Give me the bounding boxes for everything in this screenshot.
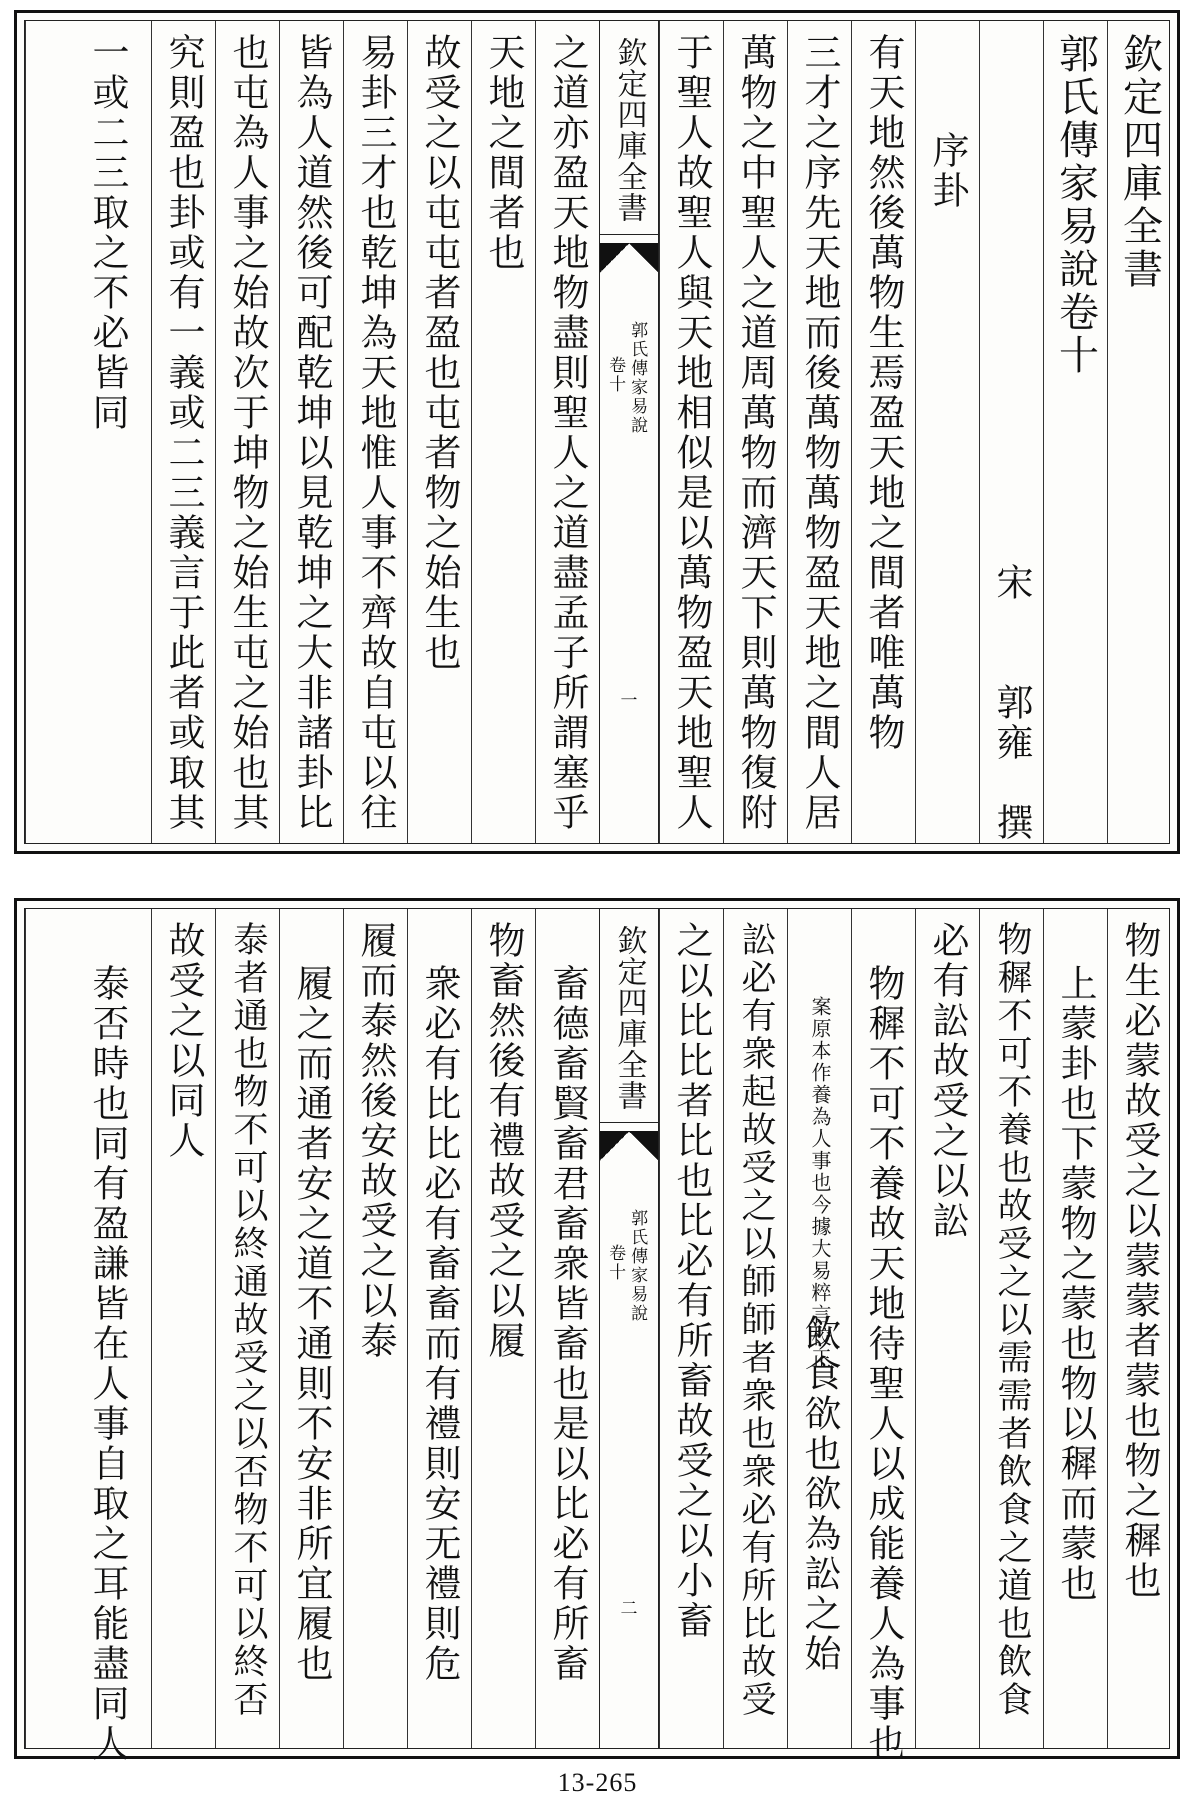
bottom-page-frame [24, 908, 1170, 1764]
top-col-text: 究則盈也卦或有一義或二三義言于此者或取其 [162, 33, 205, 833]
page-number: 13-265 [557, 1768, 638, 1797]
fishtail-mark [600, 243, 658, 273]
top-col-text: 之道亦盈天地物盡則聖人之道盡孟子所謂塞乎 [546, 33, 589, 833]
bottom-col-10 [471, 909, 535, 1748]
top-col-text: 郭氏傳家易說卷十 [1052, 33, 1099, 377]
bottom-col-5 [851, 909, 915, 1764]
top-col-7 [723, 21, 787, 843]
bottom-gutter-book: 郭氏傳家易說 [627, 1209, 648, 1323]
bottom-col-text: 必有訟故受之以訟 [926, 921, 969, 1241]
top-gutter-page: 一 [620, 691, 638, 711]
bottom-gutter [599, 909, 659, 1748]
bottom-gutter-title: 欽定四庫全書 [600, 913, 658, 1123]
top-page-frame [24, 20, 1170, 844]
bottom-col-13 [279, 909, 343, 1748]
top-col-text: 序卦 [926, 131, 969, 211]
top-col-5 [851, 21, 915, 843]
bottom-col-text: 畜德畜賢畜君畜衆皆畜也是以比必有所畜 [546, 964, 589, 1684]
top-col-text: 欽定四庫全書 [1116, 33, 1163, 291]
bottom-col-3 [979, 909, 1043, 1748]
bottom-col-text: 故受之以同人 [162, 921, 205, 1161]
bottom-col-11 [407, 909, 471, 1748]
top-col-8 [659, 21, 723, 843]
top-col-text: 皆為人道然後可配乾坤以見乾坤之大非諸卦比 [290, 33, 333, 833]
top-col-3 [979, 21, 1043, 843]
fishtail-mark [600, 1131, 658, 1161]
bottom-col-text: 物穉不可不養也故受之以需需者飲食之道也飲食 [992, 921, 1032, 1719]
top-gutter-volume: 卷十 [605, 356, 626, 394]
bottom-col-text: 物穉不可不養故天地待聖人以成能養人為事也 [862, 964, 905, 1764]
top-gutter [599, 21, 659, 843]
bottom-col-14 [215, 909, 279, 1748]
bottom-col-text: 履而泰然後安故受之以泰 [354, 921, 397, 1361]
bottom-col-15 [151, 909, 215, 1748]
bottom-col-6 [787, 909, 851, 1748]
bottom-col-1 [1107, 909, 1171, 1748]
top-col-4 [915, 21, 979, 843]
top-gutter-title: 欽定四庫全書 [600, 25, 658, 235]
top-col-text: 易卦三才也乾坤為天地惟人事不齊故自屯以往 [354, 33, 397, 833]
top-col-text: 三才之序先天地而後萬物萬物盈天地之間人居 [798, 33, 841, 833]
bottom-col-text: 訟必有衆起故受之以師師者衆也衆必有所比故受 [736, 921, 776, 1719]
top-col-14 [215, 21, 279, 843]
bottom-col-2 [1043, 909, 1107, 1748]
top-col-10 [471, 21, 535, 843]
top-col-text: 宋 郭雍 撰 [990, 563, 1033, 843]
top-col-text: 天地之間者也 [482, 33, 525, 273]
top-col-text: 于聖人故聖人與天地相似是以萬物盈天地聖人 [670, 33, 713, 833]
bottom-col-16 [25, 909, 151, 1764]
top-col-text: 故受之以屯屯者盈也屯者物之始生也 [418, 33, 461, 673]
bottom-col-8 [659, 909, 723, 1748]
top-col-text: 萬物之中聖人之道周萬物而濟天下則萬物復附 [734, 33, 777, 833]
top-col-12 [343, 21, 407, 843]
top-col-text: 有天地然後萬物生焉盈天地之間者唯萬物 [862, 33, 905, 753]
top-col-1 [1107, 21, 1171, 843]
top-col-16 [25, 21, 151, 843]
bottom-col-text: 衆必有比比必有畜畜而有禮則安无禮則危 [418, 964, 461, 1684]
bottom-col-text: 飲食欲也欲為訟之始 [798, 1313, 841, 1674]
bottom-gutter-volume: 卷十 [605, 1244, 626, 1282]
top-col-13 [279, 21, 343, 843]
bottom-col-text: 上蒙卦也下蒙物之蒙也物以穉而蒙也 [1054, 964, 1097, 1604]
bottom-col-12 [343, 909, 407, 1748]
top-col-text: 也屯為人事之始故次于坤物之始生屯之始也其 [226, 33, 269, 833]
top-col-2 [1043, 21, 1107, 843]
top-col-6 [787, 21, 851, 843]
bottom-col-text: 物生必蒙故受之以蒙蒙者蒙也物之穉也 [1118, 921, 1161, 1601]
annotation-note: 案原本作養為人事也今據大易粹言校正 [808, 995, 832, 1370]
bottom-col-text: 履之而通者安之道不通則不安非所宜履也 [290, 964, 333, 1684]
bottom-col-4 [915, 909, 979, 1748]
bottom-page [14, 898, 1180, 1764]
bottom-col-text: 之以比比者比也比必有所畜故受之以小畜 [670, 921, 713, 1641]
bottom-col-text: 物畜然後有禮故受之以履 [482, 921, 525, 1361]
bottom-col-text: 泰者通也物不可以終通故受之以否物不可以終否 [228, 921, 268, 1719]
top-col-text: 一或二三取之不必皆同 [86, 33, 129, 433]
bottom-col-9 [535, 909, 599, 1748]
top-gutter-book: 郭氏傳家易說 [627, 321, 648, 435]
bottom-col-text: 泰否時也同有盈謙皆在人事自取之耳能盡同人 [86, 964, 129, 1764]
top-col-15 [151, 21, 215, 843]
bottom-col-7 [723, 909, 787, 1748]
bottom-gutter-page: 二 [620, 1599, 638, 1619]
top-col-11 [407, 21, 471, 843]
top-page [14, 10, 1180, 854]
top-col-9 [535, 21, 599, 843]
